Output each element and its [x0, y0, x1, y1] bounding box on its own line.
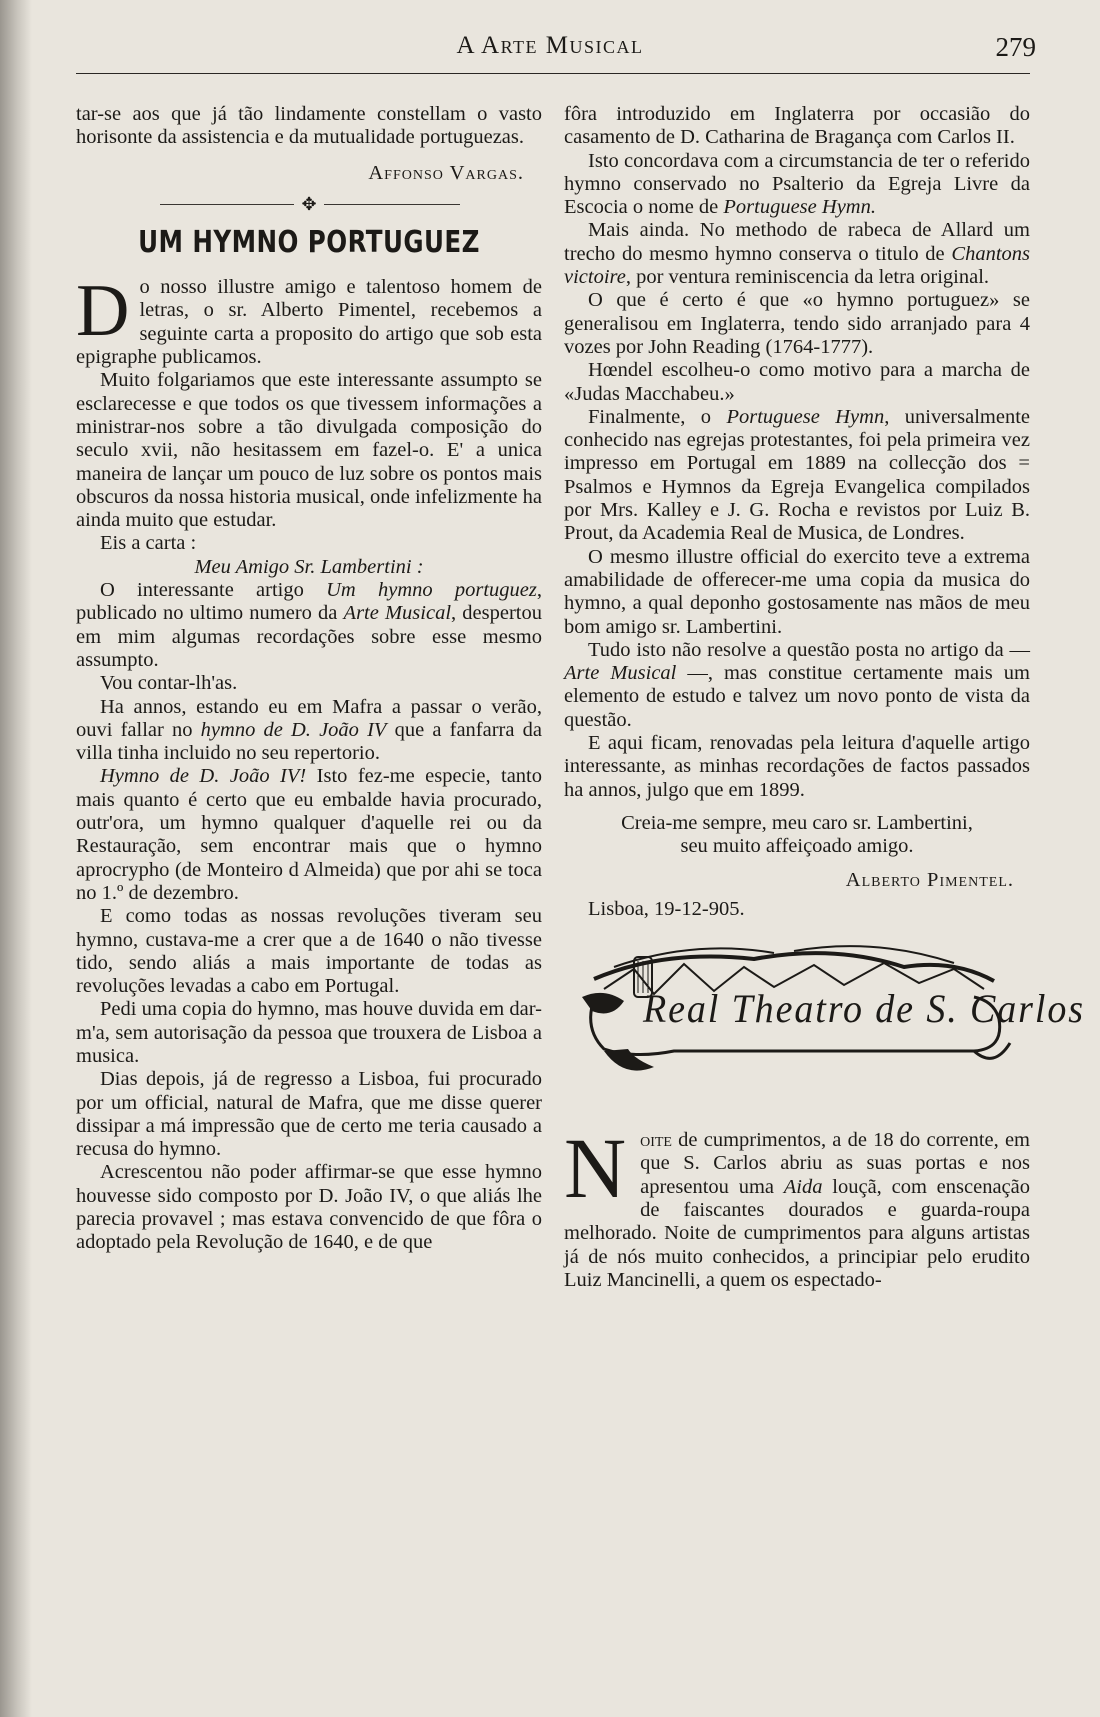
text-run: de cumprimentos, a de 18 do corrente, em que S. Carlos abriu as suas portas e nos apresentou uma — [640, 1129, 1030, 1198]
italic-run: Portuguese Hymn. — [723, 196, 876, 219]
paragraph: Hœndel escolheu-o como motivo para a marcha de «Judas Macchabeu.» — [564, 359, 1030, 405]
paragraph — [76, 579, 542, 672]
paragraph: E como todas as nossas revoluções tiveram seu hymno, custava-me a crer que a de 1640 o não tivesse tido, sendo aliás a mais importante de todas as revoluções levadas a cabo em Portugal. — [76, 905, 542, 998]
text-run: louçã, com enscenação de faiscantes dourados e guarda-roupa melhorado. Noite de cumprimentos para alguns artistas já de nós muito conhecidos, a principiar pelo erudito Luiz Mancinelli, a quem os espectado- — [564, 1175, 1030, 1291]
paragraph: E aqui ficam, renovadas pela leitura d'aquelle artigo interessante, as minhas recordações de factos passados ha annos, julgo que em 1899. — [564, 732, 1030, 801]
text-run: Isto concordava com a circumstancia de ter o referido hymno conservado no Psalterio da Egreja Livre da Escocia o nome de — [564, 149, 1030, 219]
paragraph: Vou contar-lh'as. — [100, 672, 238, 695]
text-run: , universalmente conhecido nas egrejas protestantes, foi pela primeira vez impresso em Portugal em 1889 na collecção dos = Psalmos e Hymnos da Egreja Evangelica compilados por Mrs. Kalley e J. G. Rocha e revistos por Luiz B. Prout, da Academia Real de Musica, de Londres. — [564, 405, 1030, 545]
paragraph — [76, 696, 542, 766]
header-rule — [76, 73, 1030, 74]
review-paragraph — [564, 1120, 1030, 1292]
italic-run: Arte Musical — [564, 662, 677, 685]
text-run: —, mas constitue certamente mais um elemento de estudo e talvez um novo ponto de vista da questão. — [564, 662, 1031, 731]
paragraph: Dias depois, já de regresso a Lisboa, fui procurado por um official, natural de Mafra, que me disse querer dissipar a má impressão que de certo me teria causado a recusa do hymno. — [76, 1068, 542, 1161]
text-run: Tudo isto não resolve a questão posta no artigo da — — [588, 638, 1030, 661]
signature-alberto-pimentel: Alberto Pimentel. — [845, 868, 1014, 891]
greeting-text: Meu Amigo Sr. Lambertini : — [194, 555, 424, 578]
signature-affonso-vargas: Affonso Vargas. — [368, 161, 524, 184]
fleuron-icon: ✥ — [294, 193, 324, 216]
paragraph-continued: fôra introduzido em Inglaterra por occasião do casamento de D. Catharina de Bragança com Carlos II. — [564, 103, 1030, 149]
italic-run: Arte Musical — [343, 602, 452, 625]
running-header-title: A Arte Musical — [456, 32, 644, 59]
paragraph — [564, 150, 1030, 220]
paragraph — [564, 406, 1030, 546]
italic-run: Um hymno portuguez — [326, 579, 537, 602]
drop-cap-n: N — [564, 1120, 627, 1217]
text-run: que a fanfarra da villa tinha incluido no seu repertorio. — [76, 718, 542, 765]
article-title: UM HYMNO PORTUGUEZ — [138, 224, 480, 260]
intro-paragraph — [76, 270, 542, 369]
drop-cap-d: D — [76, 270, 130, 353]
paragraph: Eis a carta : — [100, 532, 197, 555]
paragraph: Acrescentou não poder affirmar-se que esse hymno houvesse sido composto por D. João IV, o que aliás lhe parecia provavel ; mas estava convencido de que fôra o adoptado pela Revolução de 1640, e de que — [76, 1161, 542, 1254]
italic-run: Portuguese Hymn — [726, 405, 885, 428]
paragraph: O que é certo é que «o hymno portuguez» se generalisou em Inglaterra, tendo sido arranjado para 4 vozes por John Reading (1764-1777). — [564, 289, 1030, 358]
banner-title: Real Theatro de S. Carlos — [643, 986, 1085, 1032]
paragraph — [564, 219, 1030, 289]
text-run: O interessante artigo — [100, 579, 327, 602]
section-divider — [76, 193, 542, 217]
paragraph-continued: tar-se aos que já tão lindamente constellam o vasto horisonte da assistencia e da mutualidade portuguezas. — [76, 103, 542, 149]
text-run: Mais ainda. No methodo de rabeca de Allard um trecho do mesmo hymno conserva o titulo de — [564, 219, 1030, 265]
italic-run: Chantons victoire — [564, 242, 1030, 289]
letter-closing-line: Creia-me sempre, meu caro sr. Lambertini, — [621, 811, 973, 834]
left-column — [76, 103, 542, 1255]
letter-closing-line: seu muito affeiçoado amigo. — [680, 835, 914, 858]
letter-greeting — [76, 556, 542, 579]
text-run: Ha annos, estando eu em Mafra a passar o verão, ouvi fallar no — [76, 695, 542, 741]
paragraph: O mesmo illustre official do exercito teve a extrema amabilidade de offerecer-me uma copia da musica do hymno, a qual deponho gostosamente nas mãos de meu bom amigo sr. Lambertini. — [564, 545, 1030, 638]
italic-run: hymno de D. João IV — [200, 718, 387, 741]
text-run: Isto fez-me especie, tanto mais quanto é certo que eu embalde havia procurado, outr'ora, um hymno qualquer d'aquelle rei ou da Restauração, sem encontrar mais que o hymno aprocrypho (de Monteiro d Almeida) que por ahi se toca no 1.º de dezembro. — [76, 765, 542, 904]
page-number: 279 — [995, 32, 1036, 62]
right-column — [564, 103, 1085, 1292]
paragraph: Pedi uma copia do hymno, mas houve duvida em dar-m'a, sem autorisação da pessoa que trouxera de Lisboa a musica. — [76, 998, 542, 1067]
text-run: , publicado no ultimo numero da — [76, 579, 542, 625]
dateline: Lisboa, 19-12-905. — [588, 897, 745, 920]
theatre-banner-illustration — [574, 939, 1085, 1089]
small-caps-run: oite — [640, 1129, 672, 1152]
paragraph: Muito folgariamos que este interessante assumpto se esclarecesse e que todos os que tivessem informações a ministrar-nos sobre a tão divulgada composição do seculo xvii, não hesitassem em fazel-o. E' a unica maneira de lançar um pouco de luz sobre os pontos mais obscuros da nossa historia musical, onde infelizmente ha ainda muito que estudar. — [76, 369, 542, 532]
italic-run: Aida — [783, 1175, 823, 1198]
text-run: , despertou em mim algumas recordações sobre esse mesmo assumpto. — [76, 602, 542, 671]
italic-run: Hymno de D. João IV! — [100, 765, 307, 788]
text-run: Finalmente, o — [588, 405, 727, 428]
text-run: , por ventura reminiscencia da letra original. — [625, 266, 990, 289]
page-gutter-shadow — [0, 0, 32, 1717]
intro-text: o nosso illustre amigo e talentoso homem de letras, o sr. Alberto Pimentel, recebemos a seguinte carta a proposito do artigo que sob esta epigraphe publicamos. — [76, 276, 542, 369]
paragraph — [564, 639, 1030, 732]
paragraph — [76, 765, 542, 905]
